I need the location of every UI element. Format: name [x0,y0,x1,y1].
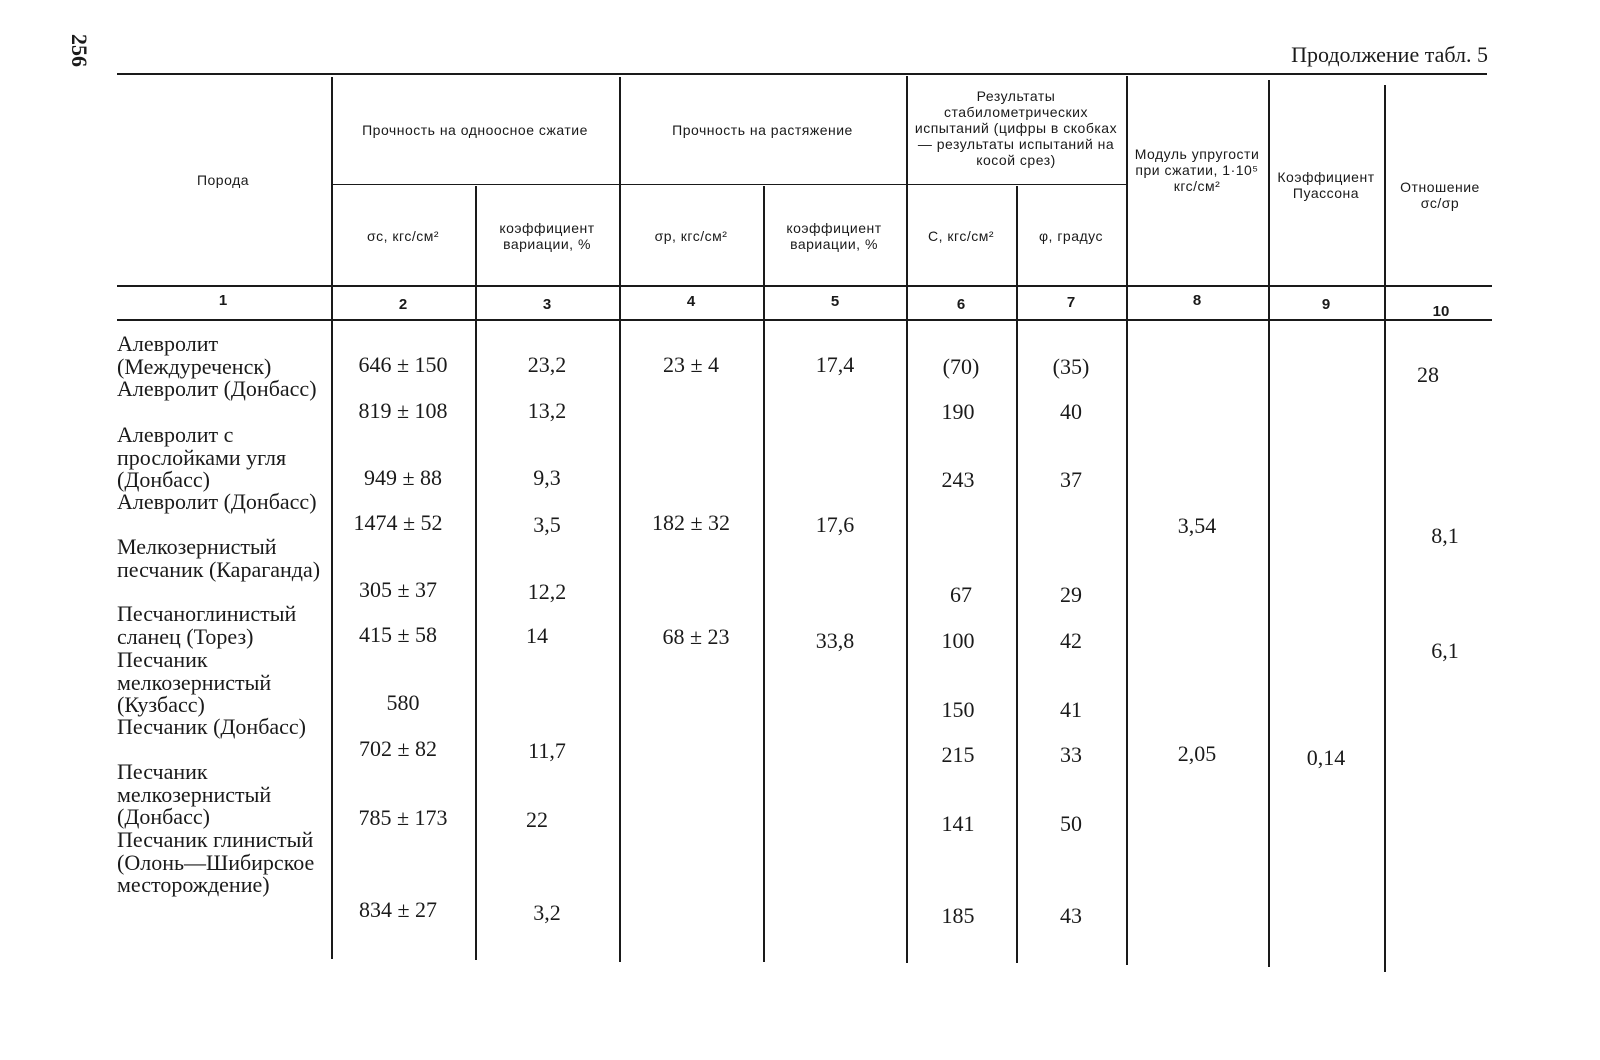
header-variation-p: коэффициент вариации, % [786,220,882,252]
cell-c: 67 [950,582,972,607]
cell-modulus: 3,54 [1177,513,1217,538]
cell-sigma-c: 1474 ± 52 [353,510,443,535]
cell-variation-p: 17,6 [815,512,855,537]
column-number: 3 [542,296,552,313]
column-number: 9 [1321,296,1331,313]
header-tension-group: Прочность на растяжение [672,122,853,138]
header-phi: φ, градус [1038,228,1104,244]
cell-c: 185 [941,903,975,928]
cell-sigma-c: 580 [386,690,420,715]
cell-sigma-c: 834 ± 27 [358,897,438,922]
table-top-rule [117,73,1487,75]
cell-c: 215 [941,742,975,767]
cell-phi: (35) [1052,354,1090,379]
row-rock-name: Алевролит (Донбасс) [117,376,317,401]
cell-phi: 33 [1060,742,1082,767]
cell-modulus: 2,05 [1177,741,1217,766]
cell-ratio: 6,1 [1431,638,1459,663]
cell-phi: 42 [1060,628,1082,653]
header-ratio: Отношение σс/σр [1400,179,1480,211]
cell-phi: 37 [1060,467,1082,492]
cell-sigma-c: 415 ± 58 [358,622,438,647]
header-poisson: Коэффициент Пуассона [1277,169,1375,201]
header-c: C, кгс/см² [928,228,994,244]
page-number: 256 [67,34,92,67]
cell-c: (70) [942,354,980,379]
cell-ratio: 28 [1417,362,1439,387]
cell-variation-p: 33,8 [815,628,855,653]
cell-ratio: 8,1 [1431,523,1459,548]
header-sigma-p: σр, кгс/см² [654,228,728,244]
column-number: 5 [830,293,840,310]
cell-c: 190 [941,399,975,424]
cell-phi: 29 [1060,582,1082,607]
header-compression-group: Прочность на одноосное сжатие [362,122,588,138]
header-bottom-rule [117,285,1492,287]
cell-sigma-c: 949 ± 88 [363,465,443,490]
group-header-rule [333,184,1126,185]
cell-variation-p: 17,4 [815,352,855,377]
cell-sigma-p: 68 ± 23 [662,624,730,649]
column-number: 10 [1432,303,1450,320]
column-number-rule [117,319,1492,321]
cell-c: 243 [941,467,975,492]
cell-variation-c: 23,2 [527,352,567,377]
header-sigma-c: σс, кгс/см² [366,228,440,244]
cell-sigma-c: 305 ± 37 [358,577,438,602]
col-rule-9 [1384,85,1386,972]
cell-variation-c: 11,7 [528,738,566,763]
column-number: 8 [1192,292,1202,309]
cell-sigma-c: 785 ± 173 [358,805,448,830]
row-rock-name: Мелкозернистый песчаник (Караганда) [117,534,321,582]
cell-phi: 50 [1060,811,1082,836]
cell-sigma-c: 646 ± 150 [358,352,448,377]
cell-variation-c: 3,5 [533,512,561,537]
cell-c: 141 [941,811,975,836]
cell-variation-c: 13,2 [527,398,567,423]
cell-phi: 43 [1060,903,1082,928]
column-number: 7 [1066,294,1076,311]
cell-c: 150 [941,697,975,722]
row-rock-name: Песчаник глинистый (Олонь—Шибирское месторождение) [117,827,315,897]
cell-variation-c: 22 [526,807,548,832]
header-rock: Порода [196,172,250,188]
cell-sigma-p: 182 ± 32 [651,510,731,535]
column-number: 6 [956,296,966,313]
row-rock-name: Песчаник мелкозернистый (Кузбасс) [117,647,272,717]
table-caption: Продолжение табл. 5 [1291,42,1488,67]
row-rock-name: Песчаник мелкозернистый (Донбасс) [117,759,272,829]
row-rock-name: Алевролит (Донбасс) [117,489,317,514]
row-rock-name: Алевролит (Междуреченск) [117,331,272,379]
cell-variation-c: 14 [526,623,548,648]
cell-variation-c: 3,2 [533,900,561,925]
cell-sigma-p: 23 ± 4 [662,352,720,377]
cell-phi: 41 [1060,697,1082,722]
cell-variation-c: 12,2 [527,579,567,604]
cell-sigma-c: 819 ± 108 [358,398,448,423]
header-variation-c: коэффициент вариации, % [499,220,595,252]
header-modulus: Модуль упругости при сжатии, 1·10⁵ кгс/см² [1134,146,1260,194]
row-rock-name: Алевролит с прослойками угля (Донбасс) [117,422,287,492]
cell-phi: 40 [1060,399,1082,424]
header-stabilometric-group: Результаты стабилометрических испытаний (цифры в скобках — результаты испытаний на косой срез) [914,88,1118,168]
column-number: 4 [686,293,696,310]
cell-sigma-c: 702 ± 82 [358,736,438,761]
row-rock-name: Песчаник (Донбасс) [117,714,307,739]
cell-variation-c: 9,3 [533,465,561,490]
column-number: 2 [398,296,408,313]
column-number: 1 [218,292,228,309]
row-rock-name: Песчаноглинистый сланец (Торез) [117,601,297,649]
cell-poisson: 0,14 [1306,745,1346,770]
cell-c: 100 [941,628,975,653]
col-rule-8 [1268,80,1270,967]
